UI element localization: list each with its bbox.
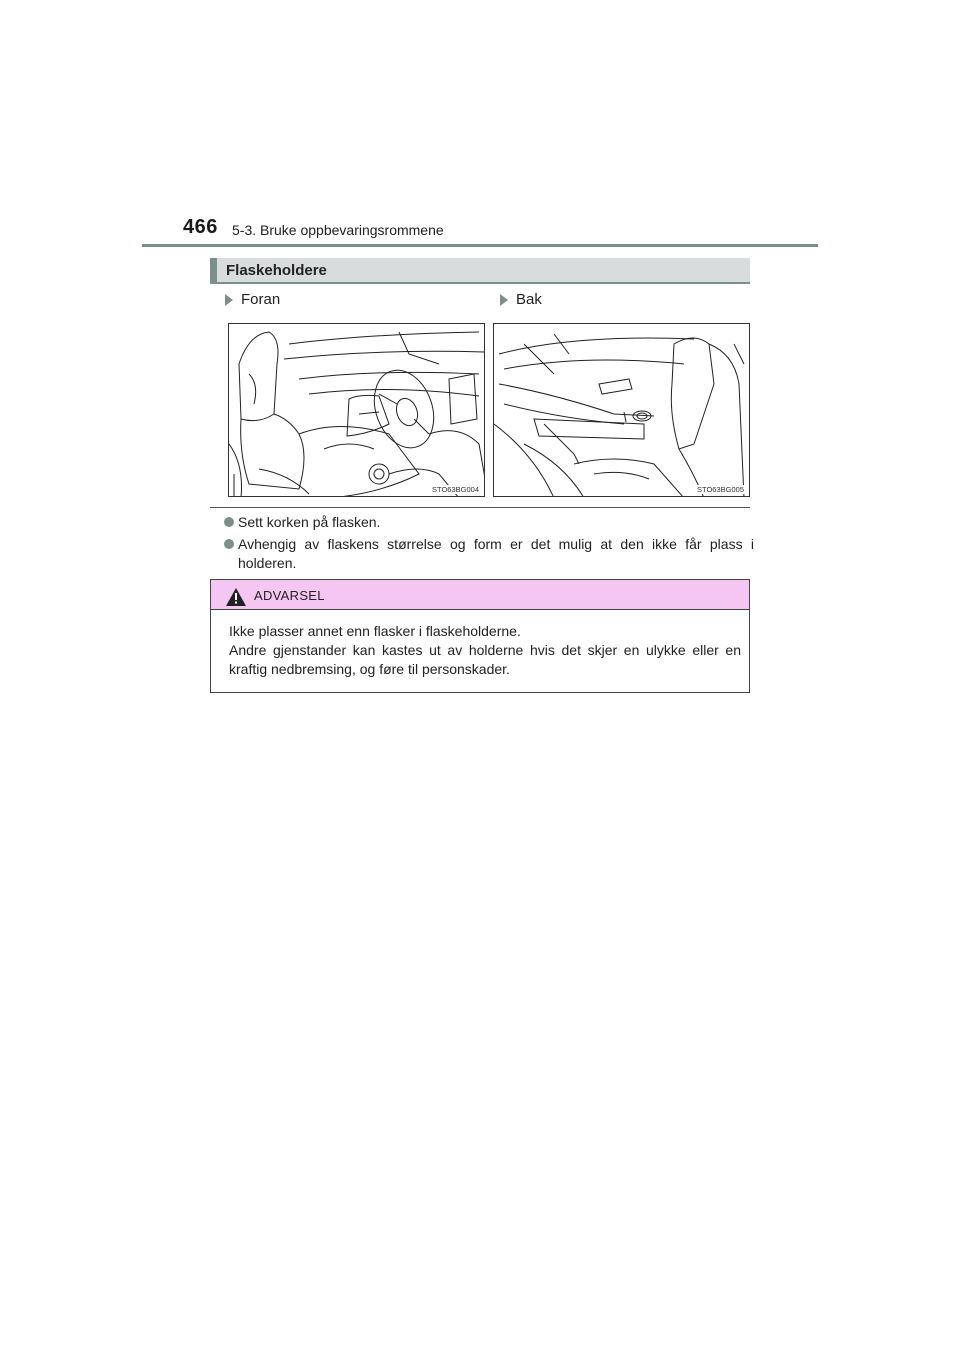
warning-line: Andre gjenstander kan kastes ut av holderne hvis det skjer en ulykke eller en kraftig nedbremsing, og føre til personskader.: [229, 642, 741, 677]
section-title: 5-3. Bruke oppbevaringsrommene: [232, 222, 444, 238]
figure-label-text: Bak: [516, 291, 542, 308]
warning-header: [211, 580, 749, 610]
bullet-dot-icon: [224, 517, 234, 527]
figure-code: STO63BG005: [697, 485, 744, 494]
triangle-bullet-icon: [225, 294, 233, 306]
bullet-item: [224, 513, 754, 532]
triangle-bullet-icon: [500, 294, 508, 306]
bullet-text: Sett korken på flasken.: [238, 514, 381, 530]
rear-cabin-illustration: [494, 324, 750, 497]
warning-title: ADVARSEL: [254, 588, 325, 603]
bullet-item: [224, 535, 754, 573]
heading-accent: [210, 258, 217, 282]
warning-body: [229, 622, 741, 679]
bullet-dot-icon: [224, 539, 234, 549]
figure-label-front: [225, 291, 280, 308]
page-number: 466: [183, 216, 218, 238]
header-rule: [142, 244, 818, 247]
warning-box: [210, 579, 750, 693]
figure-code: STO63BG004: [432, 485, 479, 494]
figure-rear: [493, 323, 750, 497]
warning-line: Ikke plasser annet enn flasker i flaskeholderne.: [229, 623, 521, 639]
section-heading: Flaskeholdere: [226, 262, 327, 279]
section-heading-bar: [210, 258, 750, 284]
bullet-text: Avhengig av flaskens størrelse og form er det mulig at den ikke får plass i holderen.: [238, 536, 754, 571]
figure-label-text: Foran: [241, 291, 281, 308]
section-rule: [210, 507, 750, 508]
figure-label-rear: [500, 291, 542, 308]
front-cabin-illustration: [229, 324, 485, 497]
warning-icon: [226, 588, 246, 606]
figure-front: [228, 323, 485, 497]
